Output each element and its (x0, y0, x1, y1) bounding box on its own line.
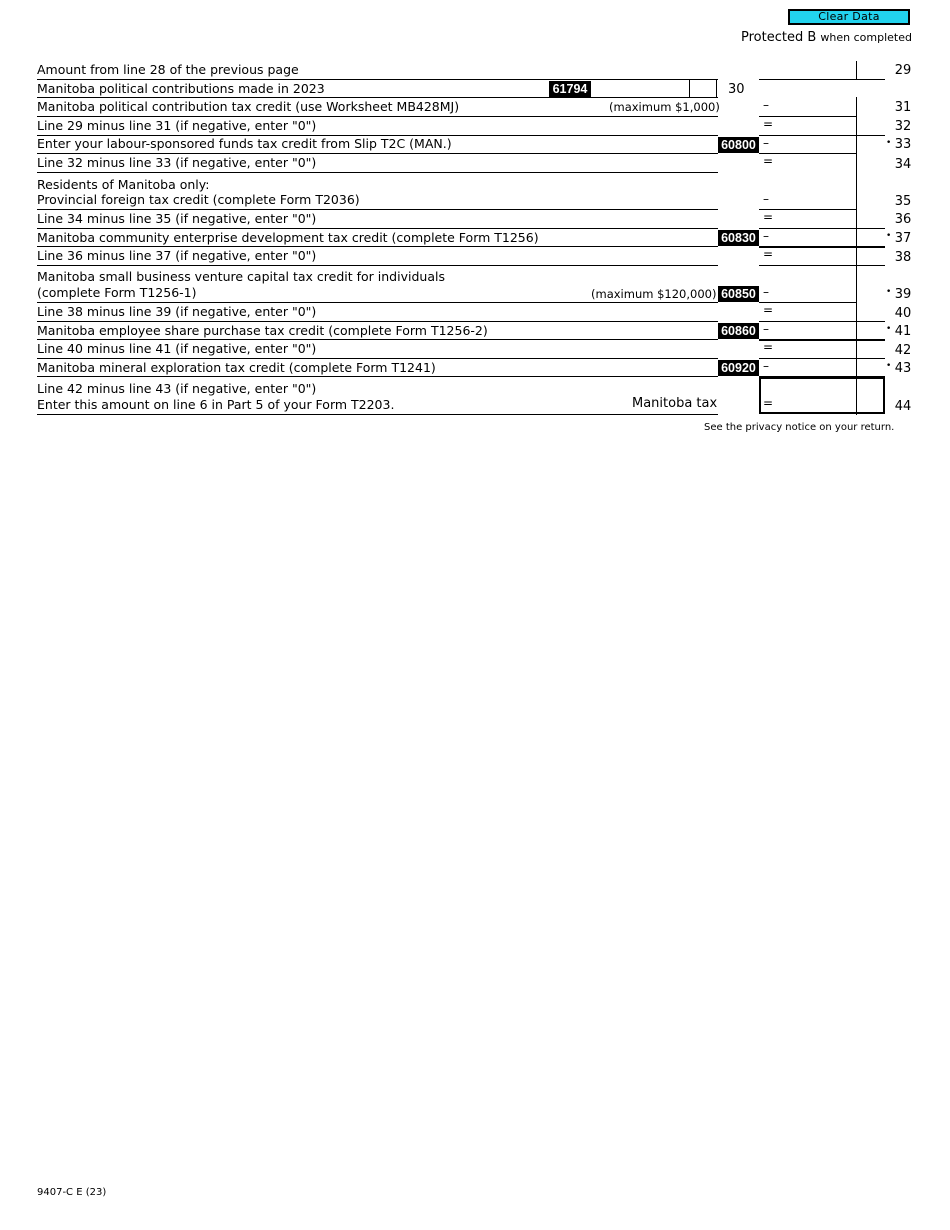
line-37-minus: – (763, 229, 769, 243)
line-number-44: 44 (894, 399, 912, 414)
line-29-label: Amount from line 28 of the previous page (37, 62, 299, 77)
line-39-code: 60850 (718, 286, 759, 302)
line-36-amount-field[interactable] (772, 210, 855, 227)
line-number-38: 38 (894, 250, 912, 265)
line-39-label-2: (complete Form T1256-1) (37, 285, 197, 300)
line-35-amount-field[interactable] (772, 191, 855, 208)
line-number-36: 36 (894, 212, 912, 227)
line-33-minus: – (763, 136, 769, 150)
line-39-label-1: Manitoba small business venture capital tax credit for individuals (37, 269, 445, 284)
line-37-underline (37, 246, 718, 247)
line-number-29: 29 (894, 63, 912, 78)
line-41-code: 60860 (718, 323, 759, 339)
line-43-bullet: • (886, 361, 892, 371)
line-35-label-2: Provincial foreign tax credit (complete Form T2036) (37, 192, 360, 207)
line-30-label: Manitoba political contributions made in 2023 (37, 81, 325, 96)
line-31-label: Manitoba political contribution tax credit (use Worksheet MB428MJ) (37, 99, 460, 114)
line-number-39: 39 (894, 287, 912, 302)
line-30-cents-divider (689, 80, 690, 97)
line-40-label: Line 38 minus line 39 (if negative, enter "0") (37, 304, 317, 319)
line-33-amount-field[interactable] (772, 136, 855, 153)
line-35-underline (37, 209, 718, 210)
line-number-31: 31 (894, 100, 912, 115)
line-39-minus: – (763, 285, 769, 299)
line-39-underline (37, 302, 718, 303)
line-number-30: 30 (728, 82, 745, 97)
line-43-minus: – (763, 359, 769, 373)
line-39-maximum-note: (maximum $120,000) (591, 287, 717, 301)
line-37-code: 60830 (718, 230, 759, 246)
line-42-equals: = (763, 340, 774, 354)
line-42-label: Line 40 minus line 41 (if negative, enter "0") (37, 341, 317, 356)
line-41-underline (37, 339, 718, 340)
protected-small: when completed (820, 31, 912, 44)
line-43-label: Manitoba mineral exploration tax credit (complete Form T1241) (37, 360, 436, 375)
line-34-amount-field[interactable] (772, 154, 855, 171)
line-29-amount-field[interactable] (760, 62, 856, 79)
line-number-37: 37 (894, 231, 912, 246)
line-37-amount-field[interactable] (772, 229, 855, 246)
protected-main: Protected B (741, 30, 817, 45)
line-38-label: Line 36 minus line 37 (if negative, enter "0") (37, 248, 317, 263)
line-number-41: 41 (894, 324, 912, 339)
line-33-label: Enter your labour-sponsored funds tax credit from Slip T2C (MAN.) (37, 136, 452, 151)
line-43-underline (37, 376, 718, 377)
line-41-bullet: • (886, 324, 892, 334)
line-38-underline (37, 265, 718, 266)
line-number-32: 32 (894, 119, 912, 134)
line-44-label-1: Line 42 minus line 43 (if negative, enter "0") (37, 381, 317, 396)
line-number-40: 40 (894, 306, 912, 321)
line-41-amount-field[interactable] (772, 322, 855, 339)
line-43-code: 60920 (718, 360, 759, 376)
line-44-equals: = (763, 396, 774, 410)
line-35-label-1: Residents of Manitoba only: (37, 177, 210, 192)
line-34-equals: = (763, 154, 774, 168)
manitoba-tax-label: Manitoba tax (632, 396, 718, 411)
line-36-equals: = (763, 210, 774, 224)
amount-divider (856, 97, 857, 415)
line-30-amount-field[interactable] (592, 80, 717, 97)
line-32-label: Line 29 minus line 31 (if negative, enter "0") (37, 118, 317, 133)
line-34-label: Line 32 minus line 33 (if negative, enter "0") (37, 155, 317, 170)
line-35-minus: – (763, 192, 769, 206)
line-31-minus: – (763, 98, 769, 112)
line-40-amount-field[interactable] (772, 303, 855, 320)
line-40-equals: = (763, 303, 774, 317)
line-42-underline (37, 358, 718, 359)
line-number-34: 34 (894, 157, 912, 172)
line-37-label: Manitoba community enterprise development tax credit (complete Form T1256) (37, 230, 539, 245)
line-37-bullet: • (886, 231, 892, 241)
line-number-35: 35 (894, 194, 912, 209)
line-33-underline (37, 153, 718, 154)
line-32-equals: = (763, 117, 774, 131)
line-40-underline (37, 321, 718, 322)
privacy-notice: See the privacy notice on your return. (704, 422, 895, 433)
line-36-label: Line 34 minus line 35 (if negative, enter "0") (37, 211, 317, 226)
line-number-43: 43 (894, 361, 912, 376)
line-number-42: 42 (894, 343, 912, 358)
line-38-field-underline (759, 265, 885, 266)
line-number-33: 33 (894, 137, 912, 152)
clear-data-button[interactable]: Clear Data (788, 9, 910, 25)
line-41-minus: – (763, 322, 769, 336)
line-34-underline (37, 172, 718, 173)
line-43-amount-field[interactable] (772, 359, 855, 376)
line-38-equals: = (763, 247, 774, 261)
form-id: 9407-C E (23) (37, 1187, 107, 1198)
line-33-code: 60800 (718, 137, 759, 153)
line-38-amount-field[interactable] (772, 247, 855, 264)
line-29-field-underline (759, 79, 885, 80)
line-39-amount-field[interactable] (772, 285, 855, 302)
line-44-label-2: Enter this amount on line 6 in Part 5 of your Form T2203. (37, 397, 395, 412)
line-30-underline (37, 97, 718, 98)
amount-divider (856, 61, 857, 79)
protected-b-label (741, 30, 912, 45)
line-39-bullet: • (886, 287, 892, 297)
line-44-underline (37, 414, 718, 415)
line-31-maximum-note: (maximum $1,000) (609, 100, 720, 114)
line-36-underline (37, 228, 718, 229)
line-42-amount-field[interactable] (772, 340, 855, 357)
line-30-code: 61794 (549, 81, 591, 97)
line-44-amount-field[interactable] (772, 379, 855, 412)
line-31-underline (37, 116, 718, 117)
line-31-amount-field[interactable] (772, 98, 855, 115)
line-41-label: Manitoba employee share purchase tax credit (complete Form T1256-2) (37, 323, 488, 338)
line-33-bullet: • (886, 138, 892, 148)
line-32-amount-field[interactable] (772, 117, 855, 134)
